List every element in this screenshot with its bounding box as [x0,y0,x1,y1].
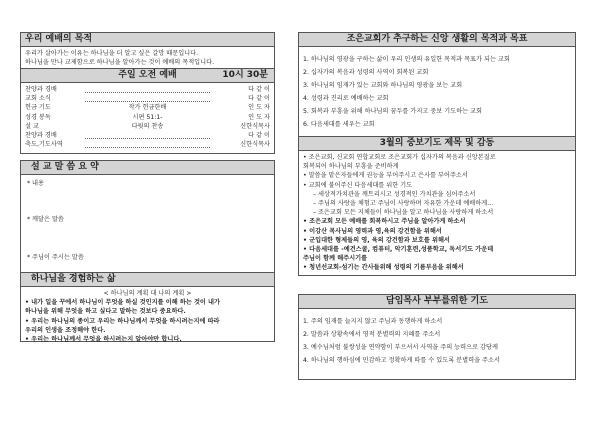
goal-item: 5. 회복과 부흥을 위해 하나님의 꿈두를 가지고 중보 기도하는 교회 [303,108,483,115]
service-row [25,85,270,94]
service-header [20,68,275,83]
service-row [25,140,270,149]
service-section [20,68,275,154]
sermon-summary-box [20,175,275,274]
service-item: 축도,기도사역 [25,141,63,149]
purpose-section [20,32,275,72]
service-item: 찬양과 경배 [25,132,57,140]
service-leader: 신한식목사 [240,122,270,130]
service-row [25,94,270,103]
pastor-prayer-item: 1. 주의 임재를 늘지지 않고 주님과 동행하게 하소서 [303,318,443,325]
pastor-prayer-item: 3. 예수님처럼 불쌍성을 연약함이 부으셔서 사역을 주의 능력으로 감당케 [303,344,498,351]
service-item: 찬양과 경배 [25,86,57,93]
service-leader: 다 같 이 [248,86,270,93]
goal-item: 2. 십자가의 복음과 성령의 사역이 회복된 교회 [303,69,429,76]
prayer-item: • 말씀을 맡은자들에게 권능을 부어주시고 은사를 부어주소서 [303,172,468,180]
service-leader: 다 같 이 [248,132,270,140]
prayer-item: • 군입대한 형제들의 영, 육의 강건함과 보호를 위해서 [303,236,450,244]
service-leader: 신한식목사 [240,141,270,149]
service-row [25,131,270,140]
sermon-summary-title: 설 교 말 씀 요 약 [20,160,275,175]
service-item: 설 교 [25,122,39,130]
prayer-box [298,151,576,276]
prayer-title: 3월의 중보기도 제목 및 감동 [298,136,576,151]
purpose-line: 하나님을 만나 교제함으로 하나님을 알아가는 것이 예배의 목적입니다. [25,59,215,67]
goal-item: 3. 하나님의 임재가 있는 교회와 하나님의 영광을 보는 교회 [303,82,463,89]
service-detail: 시편 51:1- [132,113,163,121]
goal-item: 6. 다음세대를 세우는 교회 [303,121,375,128]
service-leader: 인 도 자 [248,113,270,121]
experience-item: 우리의 인생을 조정해야 한다. [25,326,106,334]
sermon-note: * 주님이 주시는 말씀 [27,254,84,261]
purpose-line: 우리가 살아가는 이유는 하나님을 더 알고 싶은 갈망 때문입니다. [25,50,199,57]
service-row [25,113,270,122]
service-row [25,103,270,112]
service-order [20,83,275,154]
prayer-item: 주님이 함께 해주시기를 [303,255,368,263]
pastor-prayer-item: 4. 하나님의 행하심에 민감하고 정확하게 따를 수 있도록 분별력을 주소서 [303,357,500,364]
purpose-title: 우리 예배의 목적 [20,32,275,47]
service-item: 성경 봉독 [25,113,51,121]
prayer-item: • 청년선교회-섬기는 간사들위해 성령의 기름부음을 위해서 [303,264,464,272]
goals-box [298,47,576,142]
service-item: 헌금 기도 [25,104,51,112]
service-leader: 다 같 이 [248,95,270,103]
prayer-item: – 주님의 사랑을 체험고 주님이 사랑하며 자유한 가운데 예배하게... [313,200,494,208]
experience-title: 하나님을 경험하는 삶 [20,272,275,287]
sermon-note: * 깨달은 말씀 [27,216,64,223]
experience-subtitle: < 하나님의 계획 대 나의 계획 > [103,290,192,297]
experience-item: • 내가 일을 꾸에서 하나님이 무엇을 하실 것인지를 이해 하는 것이 내가 [25,299,221,307]
experience-box [20,287,275,342]
prayer-item: • 교회에 불어주신 다음세대를 위한 기도 [303,181,413,189]
sermon-summary-section [20,160,275,274]
experience-item: 하나님을 위해 무엇을 하고 싶다고 말하는 것보다 중요하다. [25,308,186,316]
pastor-prayer-section [298,294,576,380]
service-detail: 작가 헌금한배 [128,104,167,112]
goal-item: 1. 하나님의 영광을 구하는 삶이 우리 인생의 유일한 목적과 목표가 되는 교회 [303,56,510,63]
goal-item: 4. 성령과 진리로 예배하는 교회 [303,95,389,102]
prayer-item: 회복되어 하나님의 부흥을 준비하게 [303,163,399,171]
prayer-item: • 다음세대를 -예건스쿨, 컴퓨터, 악기훈련,성품학교, 독서기도 가운데 [303,246,494,254]
service-row [25,122,270,131]
sermon-note: * 내용 [27,180,45,187]
prayer-item: – 세상적가치관을 깨트리시고 성경적인 가치관을 심어주소서 [313,190,476,198]
pastor-prayer-title: 담임목사 부부를위한 기도 [298,294,576,309]
pastor-prayer-box [298,309,576,380]
service-title: 주일 오전 예배 [118,70,177,80]
prayer-item: • 이강산 목사님의 영력과 영,육의 강건함을 위해서 [303,227,442,235]
experience-item: • 우리는 하나님의 종이고 우리는 하나님께서 무엇을 하시려는지에 따라 [25,317,220,325]
pastor-prayer-item: 2. 말씀과 상황속에서 영적 분별력의 지혜를 주소서 [303,331,441,338]
experience-section [20,272,275,342]
goals-section [298,32,576,142]
service-time: 10시 30분 [222,70,268,80]
service-item: 교회 소식 [25,95,51,103]
prayer-section [298,136,576,276]
prayer-item: – 조은교회 모든 지체들이 하나님을 알고 하나님을 사랑하게 하소서 [313,209,494,217]
prayer-item: • 조은교회, 신교회 연합교회로 조은교회가 십자가의 복음과 신앙본질로 [303,154,496,161]
prayer-item: • 조은교회 모든 예배를 회복하시고 주님을 알아가게 하소서 [303,218,466,226]
experience-item: • 우리는 하나님께서 무엇을 하시려는지 알아야만 합니다. [25,336,182,344]
service-detail: 다윗의 찬송 [131,122,164,130]
service-leader: 인 도 자 [248,104,270,112]
goals-title: 조은교회가 추구하는 신앙 생활의 목적과 목표 [298,32,576,47]
